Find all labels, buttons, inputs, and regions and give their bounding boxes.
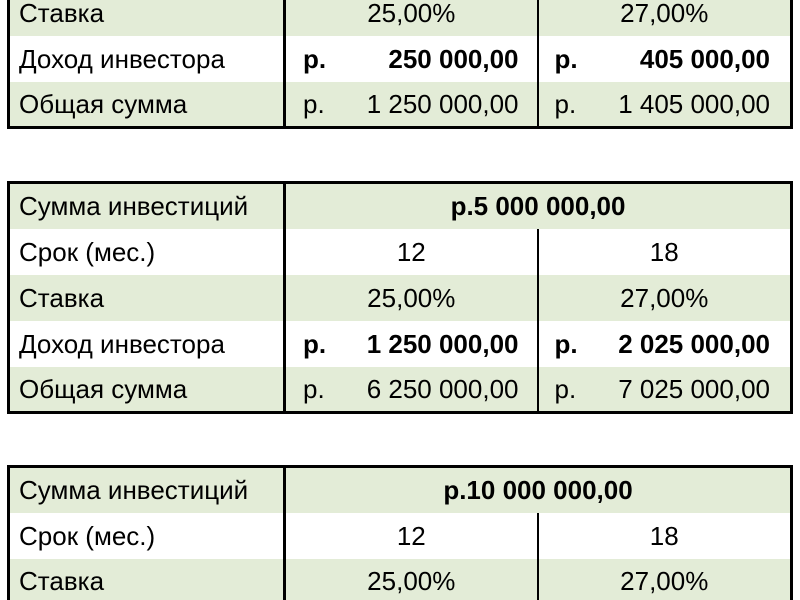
term-label: Срок (мес.) bbox=[9, 513, 285, 559]
rate-value-12: 25,00% bbox=[285, 0, 538, 36]
investment-table-1 bbox=[7, 0, 793, 129]
rate-label: Ставка bbox=[9, 275, 285, 321]
term-value-b: 18 bbox=[538, 229, 792, 275]
income-value-12: 250 000,00 bbox=[388, 43, 519, 74]
rate-value-12: 25,00% bbox=[285, 559, 538, 600]
income-cell-12 bbox=[285, 36, 538, 82]
investment-value: р.5 000 000,00 bbox=[285, 183, 792, 229]
income-cell-18 bbox=[538, 36, 792, 82]
total-value-12: 1 250 000,00 bbox=[366, 88, 519, 119]
rate-row bbox=[9, 559, 792, 600]
term-label: Срок (мес.) bbox=[9, 229, 285, 275]
total-label: Общая сумма bbox=[9, 82, 285, 128]
rate-value-18: 27,00% bbox=[538, 275, 792, 321]
income-cell-12 bbox=[285, 321, 538, 367]
currency-symbol: р. bbox=[303, 43, 327, 74]
rate-label: Ставка bbox=[9, 559, 285, 600]
investment-label: Сумма инвестиций bbox=[9, 467, 285, 513]
income-value-18: 2 025 000,00 bbox=[618, 328, 770, 359]
rate-row bbox=[9, 275, 792, 321]
rate-value-18: 27,00% bbox=[538, 0, 792, 36]
total-value-18: 7 025 000,00 bbox=[618, 373, 770, 404]
income-label: Доход инвестора bbox=[9, 321, 285, 367]
investment-label: Сумма инвестиций bbox=[9, 183, 285, 229]
income-row bbox=[9, 36, 792, 82]
total-cell-18 bbox=[538, 82, 792, 128]
investment-value: р.10 000 000,00 bbox=[285, 467, 792, 513]
total-row bbox=[9, 82, 792, 128]
income-value-12: 1 250 000,00 bbox=[366, 328, 519, 359]
total-row bbox=[9, 367, 792, 413]
term-value-a: 12 bbox=[285, 513, 538, 559]
total-value-18: 1 405 000,00 bbox=[618, 88, 770, 119]
investment-row bbox=[9, 183, 792, 229]
currency-symbol: р. bbox=[554, 328, 578, 359]
rate-row bbox=[9, 0, 792, 36]
income-row bbox=[9, 321, 792, 367]
term-value-a: 12 bbox=[285, 229, 538, 275]
currency-symbol: р. bbox=[554, 43, 578, 74]
investment-table-3 bbox=[7, 465, 793, 600]
income-value-18: 405 000,00 bbox=[639, 43, 770, 74]
income-cell-18 bbox=[538, 321, 792, 367]
total-value-12: 6 250 000,00 bbox=[366, 373, 519, 404]
income-label: Доход инвестора bbox=[9, 36, 285, 82]
rate-value-12: 25,00% bbox=[285, 275, 538, 321]
currency-symbol: р. bbox=[554, 373, 577, 404]
term-value-b: 18 bbox=[538, 513, 792, 559]
total-cell-12 bbox=[285, 82, 538, 128]
total-label: Общая сумма bbox=[9, 367, 285, 413]
currency-symbol: р. bbox=[303, 328, 327, 359]
total-cell-18 bbox=[538, 367, 792, 413]
investment-row bbox=[9, 467, 792, 513]
currency-symbol: р. bbox=[554, 88, 577, 119]
term-row bbox=[9, 229, 792, 275]
rate-label: Ставка bbox=[9, 0, 285, 36]
rate-value-18: 27,00% bbox=[538, 559, 792, 600]
total-cell-12 bbox=[285, 367, 538, 413]
currency-symbol: р. bbox=[303, 88, 325, 119]
term-row bbox=[9, 513, 792, 559]
investment-table-2 bbox=[7, 181, 793, 414]
currency-symbol: р. bbox=[303, 373, 325, 404]
